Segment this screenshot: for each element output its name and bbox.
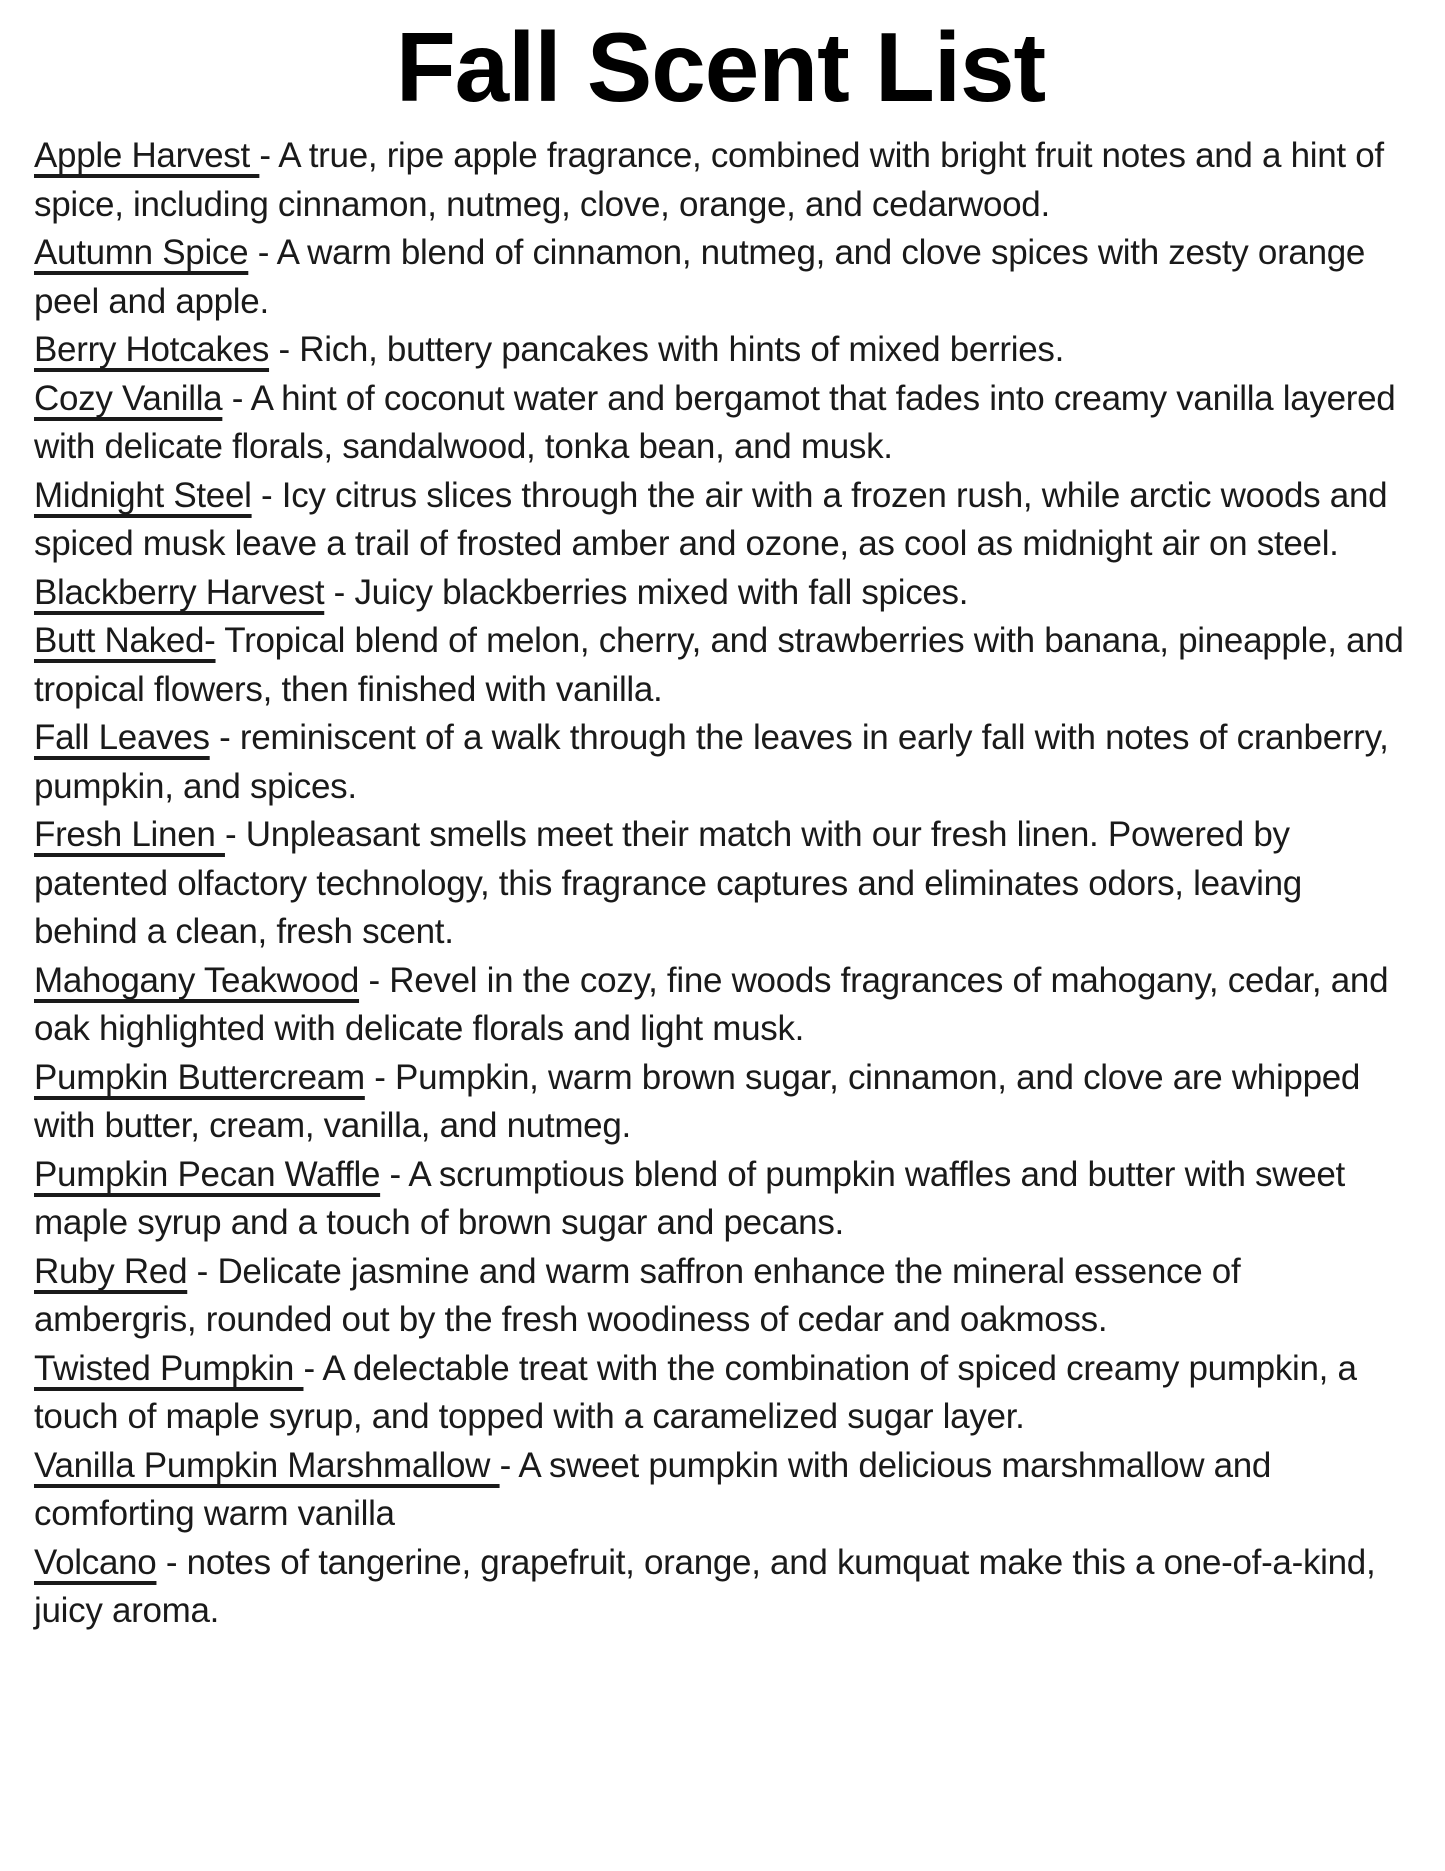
scent-name: Autumn Spice: [34, 233, 249, 272]
scent-entry: [34, 472, 1407, 569]
scent-list: [34, 132, 1407, 1636]
scent-description: - Icy citrus slices through the air with a frozen rush, while arctic woods and spiced musk leave a trail of frosted amber and ozone, as cool as midnight air on steel.: [34, 475, 1388, 563]
scent-name: Ruby Red: [34, 1251, 188, 1291]
scent-entry: [34, 957, 1407, 1054]
scent-description: - Pumpkin, warm brown sugar, cinnamon, and clove are whipped with butter, cream, vanilla, and nutmeg.: [34, 1057, 1361, 1145]
scent-description: - A scrumptious blend of pumpkin waffles and butter with sweet maple syrup and a touch of brown sugar and pecans.: [34, 1154, 1345, 1242]
scent-name: Vanilla Pumpkin Marshmallow: [34, 1445, 500, 1485]
scent-name: Twisted Pumpkin: [34, 1348, 304, 1388]
scent-description: - reminiscent of a walk through the leaves in early fall with notes of cranberry, pumpkin, and spices.: [34, 718, 1389, 806]
scent-name: Blackberry Harvest: [34, 572, 325, 612]
scent-name: Berry Hotcakes: [34, 330, 270, 369]
scent-description: - A warm blend of cinnamon, nutmeg, and clove spices with zesty orange peel and apple.: [34, 233, 1366, 321]
scent-name: Mahogany Teakwood: [34, 960, 360, 1000]
scent-entry: [34, 229, 1407, 326]
scent-entry: [34, 1054, 1407, 1151]
scent-description: Tropical blend of melon, cherry, and strawberries with banana, pineapple, and tropical flowers, then finished with vanilla.: [34, 621, 1404, 709]
scent-entry: [34, 326, 1407, 375]
scent-description: - A sweet pumpkin with delicious marshmallow and comforting warm vanilla: [34, 1445, 1272, 1533]
scent-entry: [34, 1248, 1407, 1345]
scent-entry: [34, 569, 1407, 618]
scent-name: Fresh Linen: [34, 815, 225, 854]
scent-name: Butt Naked-: [34, 621, 216, 660]
scent-entry: [34, 617, 1407, 714]
scent-entry: [34, 1151, 1407, 1248]
scent-name: Fall Leaves: [34, 718, 210, 757]
scent-name: Pumpkin Pecan Waffle: [34, 1154, 381, 1194]
scent-entry: [34, 1539, 1407, 1636]
scent-description: - Delicate jasmine and warm saffron enhance the mineral essence of ambergris, rounded out by the fresh woodiness of cedar and oakmoss.: [34, 1251, 1241, 1339]
page-title: Fall Scent List: [395, 12, 1046, 122]
scent-description: - Revel in the cozy, fine woods fragrances of mahogany, cedar, and oak highlighted with delicate florals and light musk.: [34, 960, 1389, 1048]
scent-description: - A hint of coconut water and bergamot that fades into creamy vanilla layered with delicate florals, sandalwood, tonka bean, and musk.: [34, 378, 1396, 466]
scent-entry: [34, 811, 1407, 957]
scent-entry: [34, 132, 1407, 229]
scent-name: Cozy Vanilla: [34, 378, 223, 418]
scent-entry: [34, 1442, 1407, 1539]
scent-entry: [34, 714, 1407, 811]
scent-name: Pumpkin Buttercream: [34, 1057, 365, 1097]
scent-description: - Rich, buttery pancakes with hints of mixed berries.: [269, 330, 1065, 369]
scent-entry: [34, 1345, 1407, 1442]
scent-name: Apple Harvest: [34, 136, 260, 175]
scent-description: - notes of tangerine, grapefruit, orange, and kumquat make this a one-of-a-kind, juicy aroma.: [34, 1542, 1376, 1630]
scent-description: - Juicy blackberries mixed with fall spices.: [324, 572, 969, 612]
scent-description: - A delectable treat with the combination of spiced creamy pumpkin, a touch of maple syrup, and topped with a caramelized sugar layer.: [34, 1348, 1357, 1436]
scent-name: Midnight Steel: [34, 475, 252, 515]
scent-name: Volcano: [34, 1542, 157, 1582]
scent-description: - Unpleasant smells meet their match with our fresh linen. Powered by patented olfactory technology, this fragrance captures and eliminates odors, leaving behind a clean, fresh scent.: [34, 815, 1302, 951]
scent-entry: [34, 375, 1407, 472]
scent-description: - A true, ripe apple fragrance, combined with bright fruit notes and a hint of spice, including cinnamon, nutmeg, clove, orange, and cedarwood.: [34, 136, 1384, 224]
